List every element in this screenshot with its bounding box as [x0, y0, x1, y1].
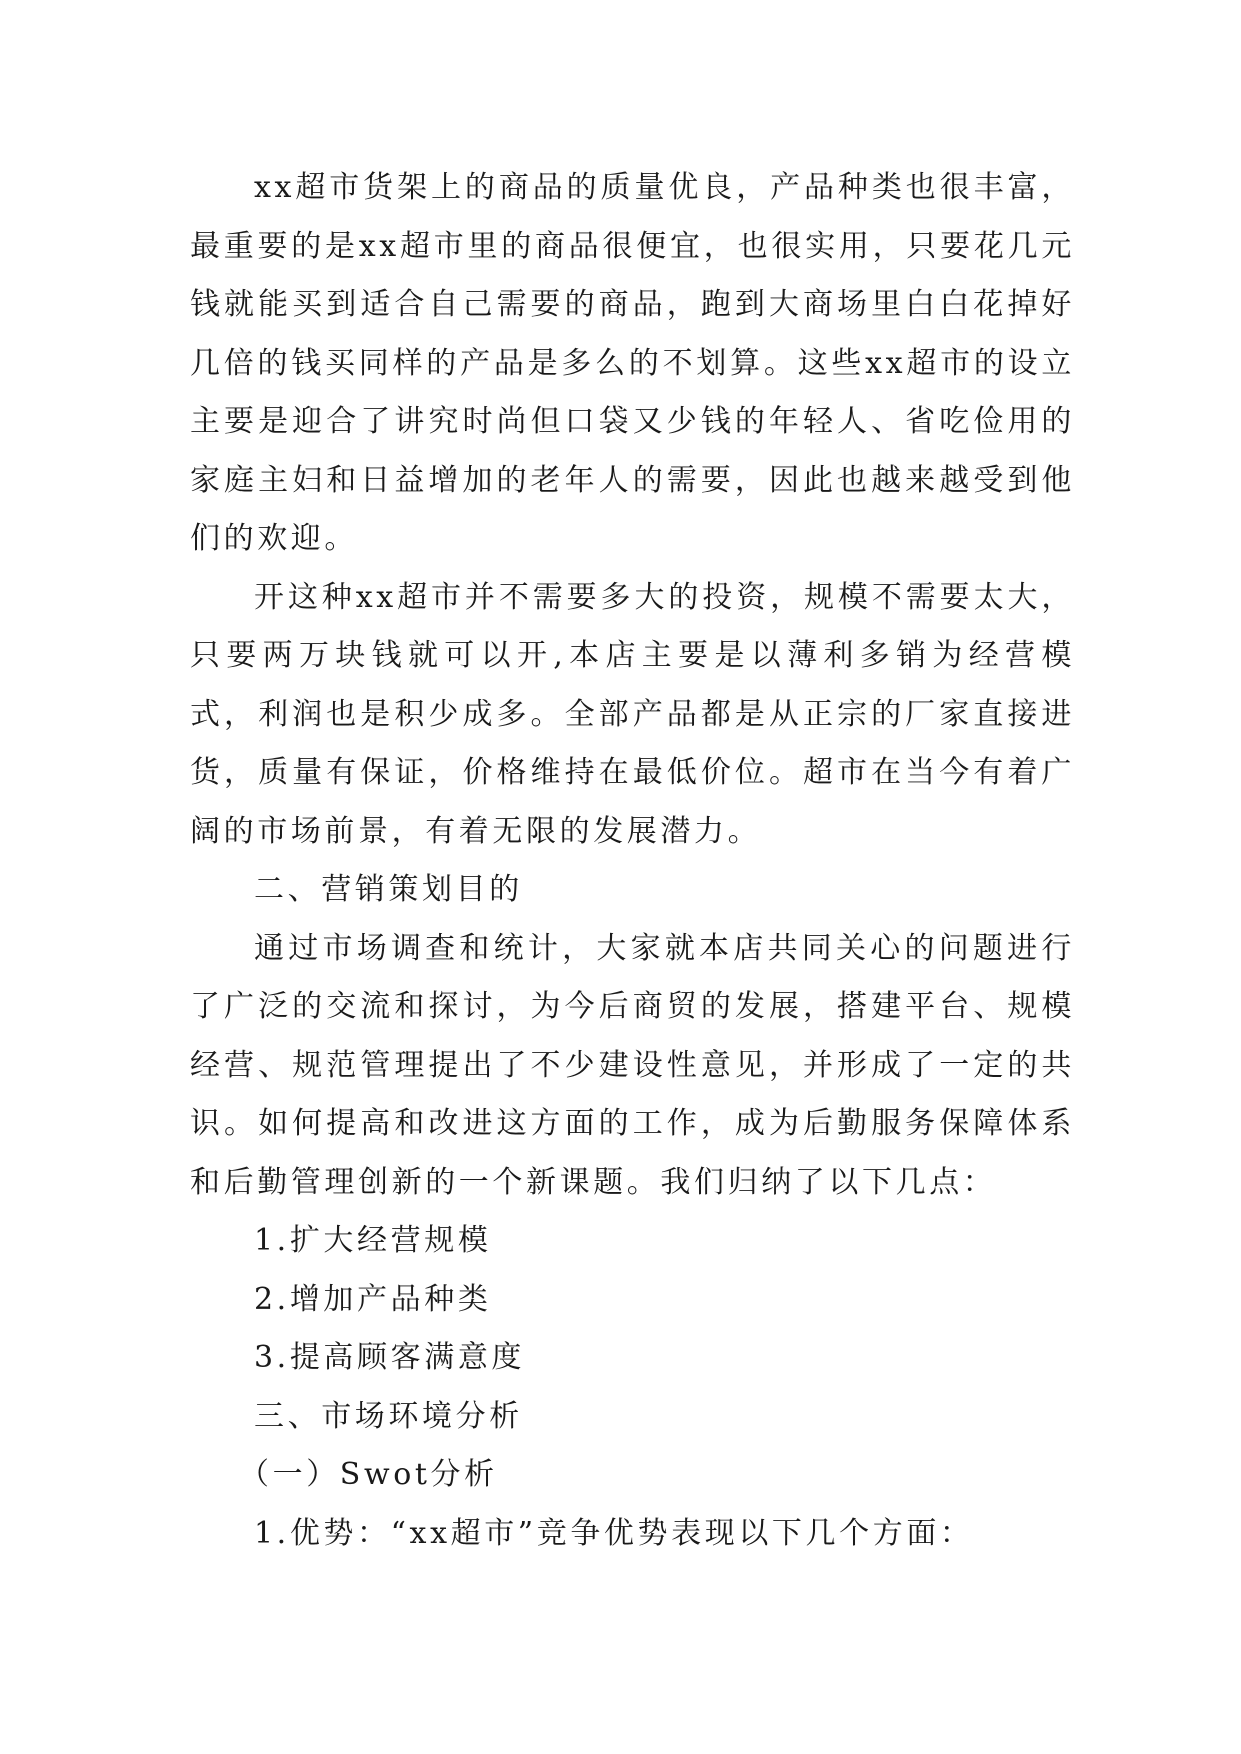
- section-heading-marketing-purpose: 二、营销策划目的: [254, 872, 523, 907]
- subsection-heading-swot: （一）Swot分析: [239, 1457, 498, 1492]
- document-body: [190, 159, 1075, 1563]
- paragraph-supermarket-goods: xx超市货架上的商品的质量优良，产品种类也很丰富，最重要的是xx超市里的商品很便宜，也很实用，只要花几元钱就能买到适合自己需要的商品，跑到大商场里白白花掉好几倍的钱买同样的产品是多么的不划算。这些xx超市的设立主要是迎合了讲究时尚但口袋又少钱的年轻人、省吃俭用的家庭主妇和日益增加的老年人的需要，因此也越来越受到他们的欢迎。: [190, 170, 1075, 556]
- list-item: 3.提高顾客满意度: [254, 1340, 526, 1375]
- paragraph-market-survey: 通过市场调查和统计，大家就本店共同关心的问题进行了广泛的交流和探讨，为今后商贸的发展，搭建平台、规模经营、规范管理提出了不少建设性意见，并形成了一定的共识。如何提高和改进这方面的工作，成为后勤服务保障体系和后勤管理创新的一个新课题。我们归纳了以下几点：: [190, 930, 1075, 1200]
- list-item: 2.增加产品种类: [254, 1281, 492, 1317]
- list-item: 1.扩大经营规模: [254, 1223, 492, 1258]
- section-heading-market-analysis: 三、市场环境分析: [254, 1398, 523, 1434]
- paragraph-investment: 开这种xx超市并不需要多大的投资，规模不需要太大，只要两万块钱就可以开,本店主要是以薄利多销为经营模式，利润也是积少成多。全部产品都是从正宗的厂家直接进货，质量有保证，价格维持在最低价位。超市在当今有着广阔的市场前景，有着无限的发展潜力。: [190, 579, 1075, 849]
- point-advantages: 1.优势：“xx超市”竞争优势表现以下几个方面：: [254, 1515, 974, 1551]
